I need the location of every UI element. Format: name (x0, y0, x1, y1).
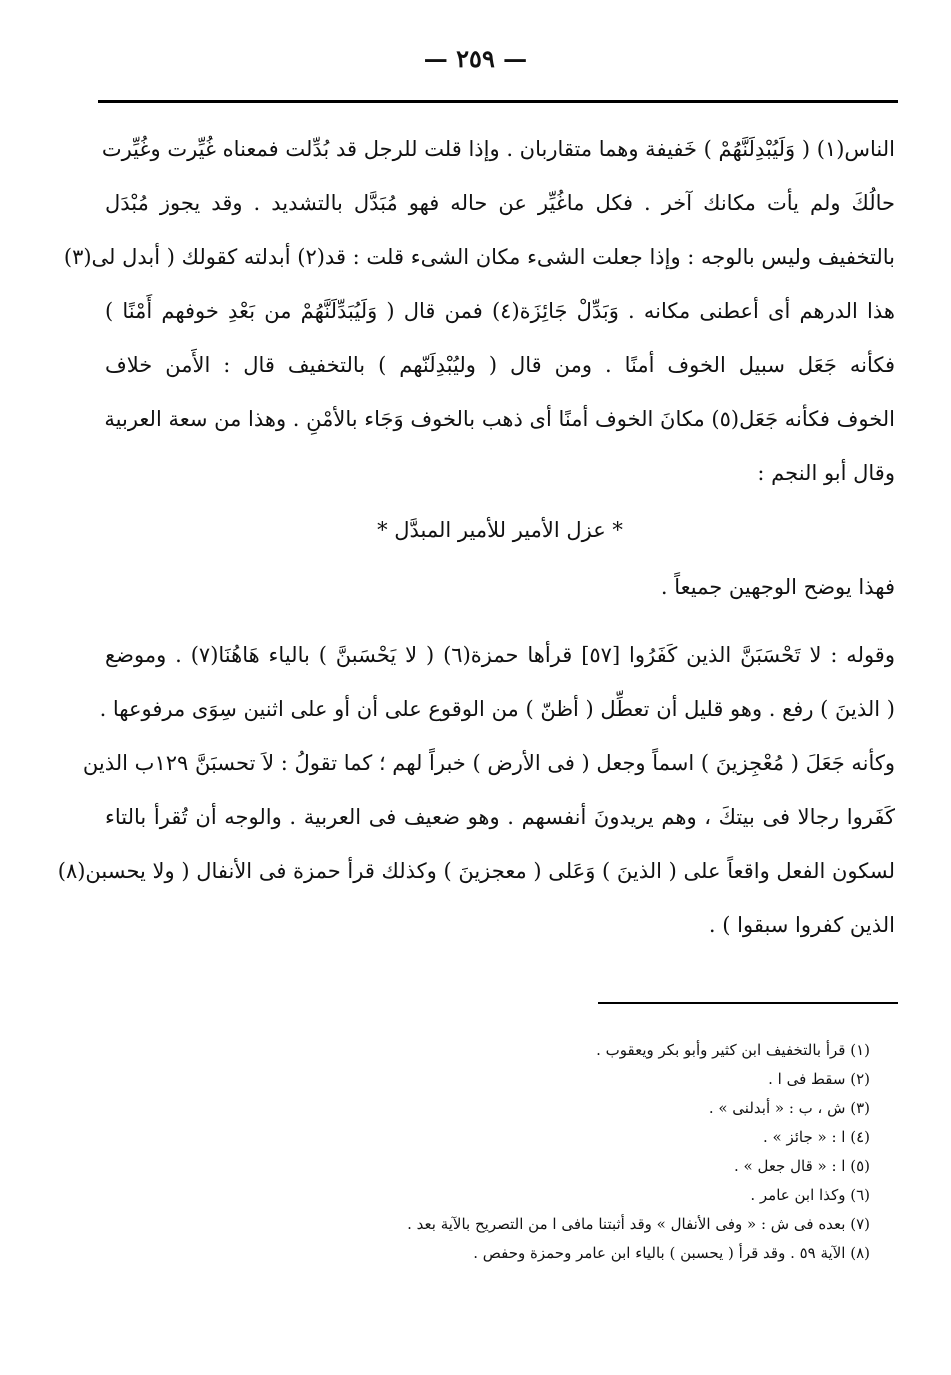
text-line: بالتخفيف وليس بالوجه : وإذا جعلت الشىء مكان الشىء قلت : قد(٢) أبدلته كقولك ( أبدل لى(٣) (63, 245, 895, 269)
footnote: (٢) سقط فى ا . (768, 1070, 870, 1088)
text-line: الناس(١) ( وَلَيُبْدِلَنَّهُمْ ) خَفيفة وهما متقاربان . وإذا قلت للرجل قد بُدِّلت فمعناه غُيِّرت وغُيِّرت (101, 137, 895, 161)
text-line: وكأنه جَعَلَ ( مُعْجِزينَ ) اسماً وجعل ( فى الأرض ) خبراً لهم ؛ كما تقولُ : لاَ تحسبَنَّ ١٢٩ب الذين (82, 751, 895, 775)
text-line: وقوله : لا تَحْسَبَنَّ الذين كَفَرُوا [٥٧] قرأها حمزة(٦) ( لا يَحْسَبنَّ ) بالياء هَاهُنَا(٧) . وموضع (105, 643, 895, 667)
main-text (57, 122, 895, 952)
footnote: (٥) ا : « قال جعل » . (733, 1157, 870, 1175)
footnote: (١) قرأ بالتخفيف ابن كثير وأبو بكر ويعقوب . (596, 1041, 870, 1059)
text-line: الخوف فكأنه جَعَل(٥) مكانَ الخوف أمنًا أى ذهب بالخوف وَجَاء بالأمْنِ . وهذا من سعة العربية (104, 407, 895, 431)
footnote: (٨) الآية ٥٩ . وقد قرأ ( يحسبن ) بالياء ابن عامر وحمزة وحفص . (473, 1244, 870, 1262)
text-line: كَفَروا رجالا فى بيتكَ ، وهم يريدونَ أنفسهم . وهو ضعيف فى العربية . والوجه أن تُقرأ بالتاء (105, 805, 895, 829)
footnote: (٣) ش ، ب : « أبدلنى » . (708, 1099, 870, 1117)
footnote-rule (598, 1002, 898, 1004)
footnotes (330, 1036, 870, 1268)
header-rule (98, 100, 898, 103)
text-line: الذين كفروا سبقوا ) . (708, 913, 895, 937)
text-line: وقال أبو النجم : (757, 461, 895, 485)
text-line: فهذا يوضح الوجهين جميعاً . (660, 575, 895, 599)
verse-line: * عزل الأمير للأمير المبدَّل * (377, 518, 623, 542)
text-line: لسكون الفعل واقعاً على ( الذينَ ) وَعَلى ( معجزينَ ) وكذلك قرأ حمزة فى الأنفال ( ولا يحسبن(٨) (57, 859, 895, 883)
footnote: (٧) بعده فى ش : « وفى الأنفال » وقد أثبتنا مافى ا من التصريح بالآية بعد . (407, 1215, 870, 1233)
text-line: فكأنه جَعَل سبيل الخوف أمنًا . ومن قال ( وليُبْدِلَنّهم ) بالتخفيف قال : الأَمن خلاف (105, 353, 895, 377)
text-line: ( الذينَ ) رفع . وهو قليل أن تعطِّل ( أظنّ ) من الوقوع على أن أو على اثنين سِوَى مرفوعها . (99, 697, 895, 721)
text-line: حالُكَ ولم يأت مكانك آخر . فكل ماغُيِّر عن حاله فهو مُبَدَّل بالتشديد . وقد يجوز مُبْدَل (105, 191, 895, 215)
footnote: (٦) وكذا ابن عامر . (750, 1186, 870, 1204)
text-line: هذا الدرهم أى أعطنى مكانه . وَبَدِّلْ جَائِزَة(٤) فمن قال ( وَلَيُبَدِّلَنَّهُمْ من بَعْدِ خوفهم أَمْنًا ) (105, 299, 895, 323)
page-number: — ٢٥٩ — (423, 44, 528, 73)
spacer (105, 614, 895, 628)
footnote: (٤) ا : « جائز » . (762, 1128, 870, 1146)
